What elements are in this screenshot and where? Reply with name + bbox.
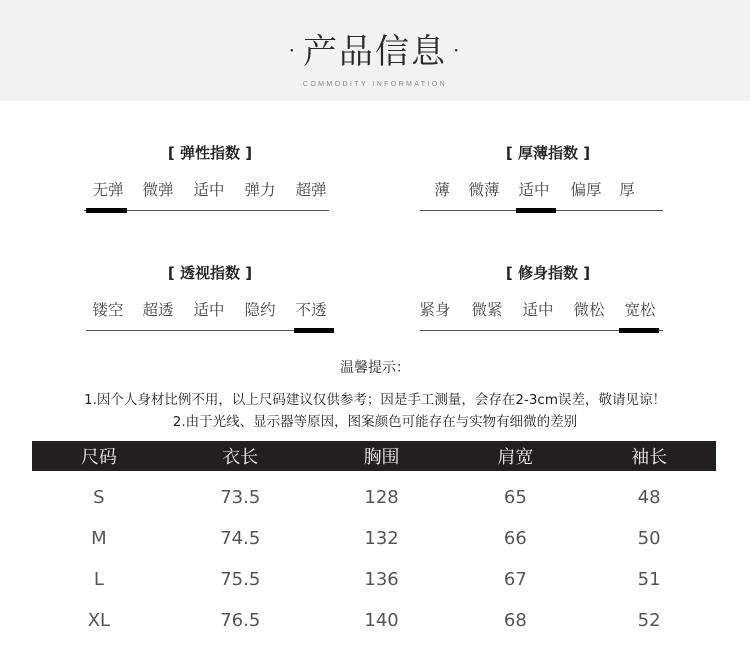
fit-option: 宽松 — [624, 301, 656, 319]
header-size: 尺码 — [32, 441, 166, 471]
cell-sleeve: 51 — [637, 569, 661, 590]
cell-length: 74.5 — [220, 528, 261, 549]
tip-line-2: 2.由于光线、显示器等原因，图案颜色可能存在与实物有细微的差别 — [172, 414, 578, 430]
cell-chest: 140 — [364, 610, 399, 631]
fit-index-marker — [619, 328, 659, 333]
fit-index — [418, 262, 678, 342]
cell-size: L — [93, 569, 104, 590]
perspective-index-marker — [294, 328, 334, 333]
elastic-option: 无弹 — [92, 181, 124, 199]
thickness-option: 偏厚 — [570, 181, 602, 199]
thickness-index-marker — [516, 208, 556, 213]
fit-option: 微松 — [573, 301, 605, 319]
size-table-header-row — [32, 441, 716, 471]
fit-option: 微紧 — [471, 301, 503, 319]
cell-sleeve: 50 — [637, 528, 661, 549]
title-dot-left: · — [288, 38, 297, 62]
title-text: 产品信息 — [303, 32, 447, 72]
table-row — [32, 600, 716, 641]
cell-shoulder: 66 — [503, 528, 527, 549]
cell-chest: 136 — [364, 569, 399, 590]
elastic-option: 适中 — [193, 181, 225, 199]
tips-title: 温馨提示： — [340, 360, 410, 376]
fit-index-options — [418, 298, 678, 320]
elastic-index-marker — [86, 208, 127, 213]
cell-length: 76.5 — [220, 610, 261, 631]
cell-size: M — [91, 528, 107, 549]
elastic-index — [80, 142, 340, 222]
cell-shoulder: 67 — [503, 569, 527, 590]
fit-option: 紧身 — [419, 301, 451, 319]
perspective-option: 超透 — [142, 301, 174, 319]
info-header — [0, 0, 750, 101]
thickness-index-options — [418, 178, 678, 200]
tip-line-1: 1.因个人身材比例不用，以上尺码建议仅供参考；因是手工测量，会存在2-3cm误差，敬请见谅！ — [83, 392, 666, 408]
elastic-option: 微弹 — [142, 181, 174, 199]
thickness-index-title: [ 厚薄指数 ] — [505, 144, 591, 162]
perspective-index-title: [ 透视指数 ] — [167, 264, 253, 282]
perspective-index-options — [80, 298, 340, 320]
table-row — [32, 559, 716, 600]
fit-index-title: [ 修身指数 ] — [505, 264, 591, 282]
elastic-index-title: [ 弹性指数 ] — [167, 144, 253, 162]
cell-chest: 128 — [364, 487, 399, 508]
title-dot-right: · — [453, 38, 462, 62]
table-row — [32, 518, 716, 559]
thickness-option: 适中 — [518, 181, 550, 199]
cell-shoulder: 65 — [503, 487, 527, 508]
cell-sleeve: 52 — [637, 610, 661, 631]
thickness-option: 薄 — [434, 181, 450, 199]
thickness-index — [418, 142, 678, 222]
header-subtitle: COMMODITY INFORMATION — [302, 81, 448, 88]
header-shoulder: 肩宽 — [448, 441, 582, 471]
cell-chest: 132 — [364, 528, 399, 549]
elastic-option: 弹力 — [244, 181, 276, 199]
elastic-index-options — [80, 178, 340, 200]
cell-sleeve: 48 — [637, 487, 661, 508]
thickness-option: 厚 — [619, 181, 635, 199]
perspective-option: 不透 — [295, 301, 327, 319]
cell-size: XL — [87, 610, 111, 631]
table-row — [32, 471, 716, 518]
perspective-option: 隐约 — [244, 301, 276, 319]
header-sleeve: 袖长 — [582, 441, 716, 471]
perspective-option: 镂空 — [92, 301, 124, 319]
perspective-option: 适中 — [193, 301, 225, 319]
cell-shoulder: 68 — [503, 610, 527, 631]
size-table — [32, 441, 716, 641]
header-title — [0, 24, 750, 73]
fit-option: 适中 — [522, 301, 554, 319]
thickness-option: 微薄 — [468, 181, 500, 199]
elastic-option: 超弹 — [295, 181, 327, 199]
header-length: 衣长 — [166, 441, 315, 471]
cell-size: S — [93, 487, 105, 508]
cell-length: 75.5 — [220, 569, 261, 590]
cell-length: 73.5 — [220, 487, 261, 508]
header-chest: 胸围 — [315, 441, 449, 471]
perspective-index — [80, 262, 340, 342]
